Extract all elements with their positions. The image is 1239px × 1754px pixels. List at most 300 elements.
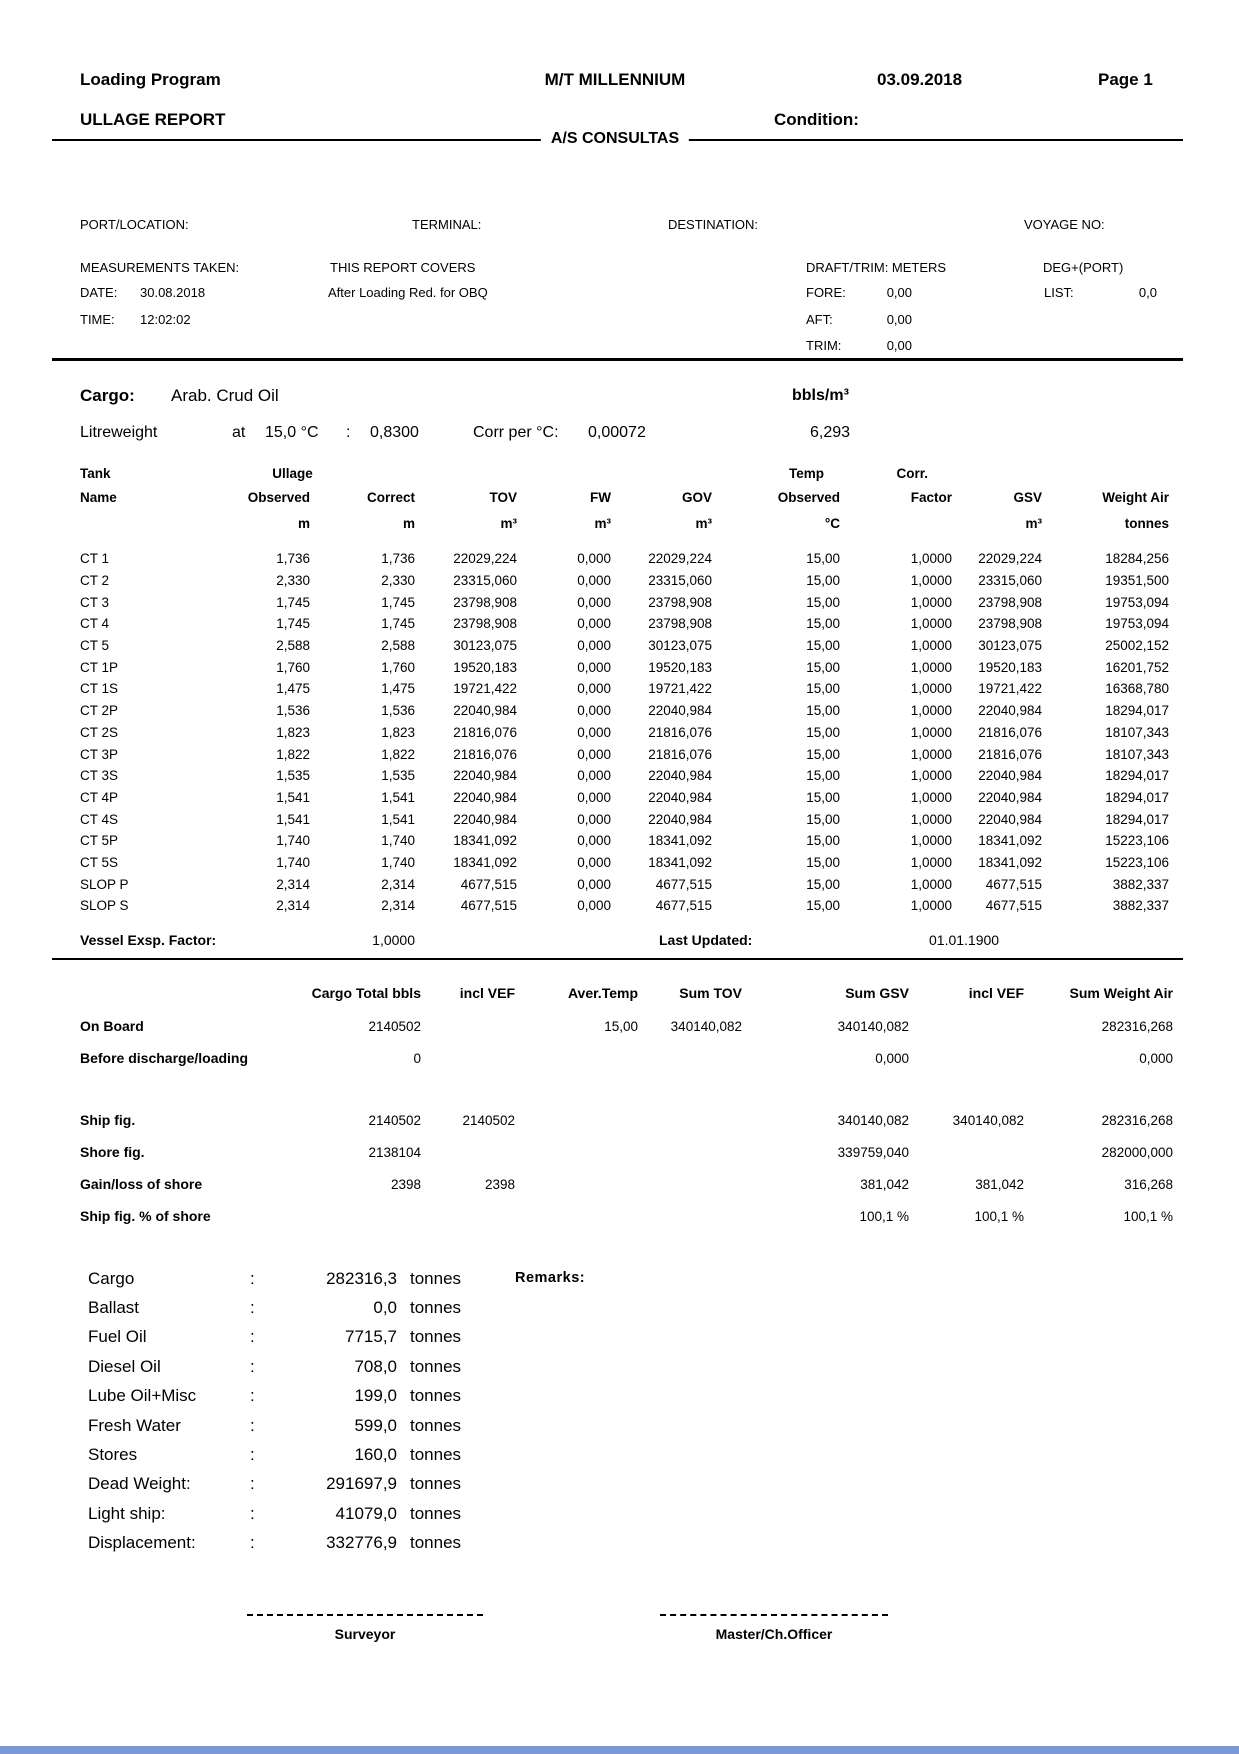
name-cell: CT 3P [80, 746, 119, 762]
unit-cell: tonnes [410, 1415, 462, 1435]
fw-cell: 0,000 [577, 768, 612, 784]
fw-cell: 0,000 [577, 854, 612, 870]
section-rule-top [52, 358, 1183, 361]
weight-cell: 282316,268 [1101, 1112, 1173, 1128]
summary-row [80, 1042, 1173, 1074]
gsv-cell: 22040,984 [978, 811, 1043, 827]
weight-cell: 316,268 [1124, 1176, 1173, 1192]
gsv-cell: 18341,092 [978, 854, 1043, 870]
observed-cell: 1,541 [276, 789, 310, 805]
weight-row [88, 1293, 477, 1322]
factor-cell: 1,0000 [910, 811, 953, 827]
colon-cell: : [250, 1533, 255, 1553]
factor-cell: 1,0000 [910, 854, 953, 870]
value-cell: 0,0 [373, 1298, 397, 1318]
correct-cell: 1,823 [381, 724, 416, 740]
last-updated-label: Last Updated: [659, 932, 753, 948]
cargo-total-bbls-header: Cargo Total bbls [311, 985, 421, 1001]
label-cell: Lube Oil+Misc [88, 1386, 197, 1406]
temp-cell: 15,00 [806, 876, 841, 892]
summary-row [80, 1136, 1173, 1168]
vef-cell [421, 1136, 515, 1168]
tank-row [80, 830, 1169, 852]
tov-cell: 19520,183 [453, 659, 518, 675]
bbls-cell: 2140502 [368, 1018, 421, 1034]
gsv-cell: 22040,984 [978, 768, 1043, 784]
name-cell: SLOP P [80, 876, 129, 892]
gsv-cell: 22040,984 [978, 789, 1043, 805]
gsv-cell: 23315,060 [978, 573, 1043, 589]
gov-cell: 30123,075 [648, 638, 713, 654]
correct-header: Correct [367, 489, 416, 505]
correct-cell: 1,535 [381, 768, 416, 784]
weight-cell: 282316,268 [1101, 1018, 1173, 1034]
correct-cell: 1,822 [381, 746, 416, 762]
name-cell: CT 3 [80, 594, 110, 610]
gov-cell: 23798,908 [648, 616, 713, 632]
remarks-label: Remarks: [515, 1270, 586, 1286]
gsv-unit: m³ [1025, 515, 1043, 531]
port-label: PORT/LOCATION: [80, 217, 189, 232]
label-cell: Displacement: [88, 1533, 196, 1553]
name-cell: CT 5S [80, 854, 119, 870]
label-cell: Ship fig. % of shore [80, 1208, 211, 1224]
correct-cell: 1,740 [381, 833, 416, 849]
bbls-cell: 0 [413, 1050, 421, 1066]
gsv-cell: 22029,224 [978, 551, 1043, 567]
temp-cell: 15,00 [806, 833, 841, 849]
factor-cell: 1,0000 [910, 703, 953, 719]
gsv-cell: 23798,908 [978, 594, 1043, 610]
temp-cell: 15,00 [806, 659, 841, 675]
correct-cell: 1,745 [381, 616, 416, 632]
fw-cell: 0,000 [577, 898, 612, 914]
fw-cell: 0,000 [577, 681, 612, 697]
trim-value: 0,00 [886, 338, 912, 353]
bbls-cell [310, 1200, 421, 1232]
name-cell: CT 2 [80, 573, 110, 589]
summary-row [80, 1168, 1173, 1200]
date-value: 30.08.2018 [140, 285, 206, 300]
observed-unit: m [297, 515, 310, 531]
tov-cell: 23798,908 [453, 594, 518, 610]
tov-cell: 4677,515 [460, 876, 518, 892]
correct-cell: 1,736 [381, 551, 416, 567]
weight-row [88, 1529, 477, 1558]
gov-cell: 22040,984 [648, 703, 713, 719]
tov-cell: 340140,082 [670, 1018, 742, 1034]
temp-observed-header: Observed [777, 489, 841, 505]
tov-cell: 18341,092 [453, 854, 518, 870]
observed-cell: 2,588 [276, 638, 310, 654]
list-label: LIST: [1044, 285, 1074, 300]
summary-row [80, 1200, 1173, 1232]
gov-cell: 23798,908 [648, 594, 713, 610]
master-signature-line [660, 1614, 888, 1616]
tov-cell: 4677,515 [460, 898, 518, 914]
observed-cell: 1,760 [276, 659, 310, 675]
temp-cell [515, 1104, 638, 1136]
tov-cell [638, 1104, 742, 1136]
factor-cell: 1,0000 [910, 746, 953, 762]
gsv-cell: 19721,422 [978, 681, 1043, 697]
factor-cell: 1,0000 [910, 659, 953, 675]
gsv-header: GSV [1013, 489, 1043, 505]
temp-cell [515, 1168, 638, 1200]
correct-cell: 2,314 [381, 898, 416, 914]
temp-cell: 15,00 [806, 724, 841, 740]
factor-cell: 1,0000 [910, 898, 953, 914]
fw-cell: 0,000 [577, 638, 612, 654]
gsv-cell: 381,042 [860, 1176, 909, 1192]
tank-row [80, 548, 1169, 570]
weight-cell: 25002,152 [1105, 638, 1170, 654]
vef2-cell: 340140,082 [952, 1112, 1024, 1128]
observed-cell: 1,740 [276, 833, 310, 849]
colon-cell: : [250, 1415, 255, 1435]
colon-cell: : [250, 1356, 255, 1376]
tov-cell [638, 1136, 742, 1168]
value-cell: 199,0 [354, 1386, 397, 1406]
page-number: Page 1 [1098, 70, 1153, 89]
tank-row [80, 613, 1169, 635]
tov-header: TOV [489, 489, 518, 505]
voyage-label: VOYAGE NO: [1024, 217, 1105, 232]
gov-cell: 18341,092 [648, 854, 713, 870]
gov-cell: 22040,984 [648, 768, 713, 784]
weight-cell: 282000,000 [1101, 1144, 1173, 1160]
weight-row [88, 1382, 477, 1411]
fore-value: 0,00 [886, 285, 912, 300]
fw-cell: 0,000 [577, 616, 612, 632]
observed-cell: 1,475 [276, 681, 310, 697]
unit-cell: tonnes [410, 1298, 462, 1318]
correct-cell: 1,541 [381, 789, 416, 805]
fw-cell: 0,000 [577, 789, 612, 805]
factor-cell: 1,0000 [910, 681, 953, 697]
fw-cell: 0,000 [577, 746, 612, 762]
temp-cell [515, 1136, 638, 1168]
unit-cell: tonnes [410, 1386, 462, 1406]
summary-row [80, 1104, 1173, 1136]
surveyor-signature-line [247, 1614, 483, 1616]
temp-cell: 15,00 [806, 573, 841, 589]
name-cell: CT 1P [80, 659, 119, 675]
weight-cell: 3882,337 [1112, 898, 1170, 914]
fw-unit: m³ [594, 515, 612, 531]
correct-cell: 2,588 [381, 638, 416, 654]
trim-label: TRIM: [806, 338, 842, 353]
fw-cell: 0,000 [577, 573, 612, 589]
weight-cell: 18107,343 [1105, 724, 1170, 740]
tov-cell: 22040,984 [453, 811, 518, 827]
factor-cell: 1,0000 [910, 573, 953, 589]
weight-cell: 16201,752 [1105, 659, 1170, 675]
weight-cell: 3882,337 [1112, 876, 1170, 892]
factor-cell: 1,0000 [910, 833, 953, 849]
label-cell: Shore fig. [80, 1144, 145, 1160]
observed-cell: 1,536 [276, 703, 310, 719]
unit-cell: tonnes [410, 1474, 462, 1494]
fw-cell: 0,000 [577, 703, 612, 719]
colon-cell: : [250, 1268, 255, 1288]
bbls-cell: 2398 [390, 1176, 421, 1192]
summary-header-row [80, 976, 1173, 1010]
observed-cell: 2,330 [276, 573, 310, 589]
weight-unit: tonnes [1124, 515, 1170, 531]
label-cell: Light ship: [88, 1503, 166, 1523]
tov-cell [638, 1168, 742, 1200]
tank-row [80, 635, 1169, 657]
weight-row [88, 1352, 477, 1381]
cargo-label: Cargo: [80, 386, 135, 405]
tov-cell: 21816,076 [453, 746, 518, 762]
tov-cell: 22040,984 [453, 789, 518, 805]
correct-cell: 1,740 [381, 854, 416, 870]
name-cell: CT 5P [80, 833, 119, 849]
factor-cell: 1,0000 [910, 768, 953, 784]
label-cell: Cargo [88, 1268, 135, 1288]
density-value: 0,8300 [370, 424, 419, 441]
fore-label: FORE: [806, 285, 846, 300]
observed-header: Observed [247, 489, 310, 505]
tank-row [80, 700, 1169, 722]
gsv-cell: 21816,076 [978, 724, 1043, 740]
weight-cell: 0,000 [1139, 1050, 1173, 1066]
covers-value: After Loading Red. for OBQ [328, 285, 488, 300]
weight-cell: 16368,780 [1105, 681, 1170, 697]
cargo-name: Arab. Crud Oil [171, 386, 279, 405]
gsv-cell: 23798,908 [978, 616, 1043, 632]
factor-cell: 1,0000 [910, 616, 953, 632]
company-name: A/S CONSULTAS [541, 130, 689, 148]
weight-row [88, 1323, 477, 1352]
value-cell: 599,0 [354, 1415, 397, 1435]
tank-row [80, 570, 1169, 592]
program-title: Loading Program [80, 70, 221, 89]
unit-cell: tonnes [410, 1327, 462, 1347]
report-title: ULLAGE REPORT [80, 110, 226, 129]
observed-cell: 1,541 [276, 811, 310, 827]
footer-bar [0, 1746, 1239, 1754]
label-cell: On Board [80, 1018, 144, 1034]
vef-cell: 2140502 [462, 1112, 515, 1128]
weight-cell: 15223,106 [1105, 833, 1170, 849]
observed-cell: 2,314 [276, 876, 310, 892]
name-cell: SLOP S [80, 898, 129, 914]
gsv-cell: 340140,082 [837, 1112, 909, 1128]
value-cell: 332776,9 [326, 1533, 397, 1553]
weight-cell: 19753,094 [1105, 594, 1170, 610]
tov-cell [638, 1200, 742, 1232]
gov-cell: 22029,224 [648, 551, 713, 567]
observed-cell: 1,823 [276, 724, 310, 740]
gsv-cell: 22040,984 [978, 703, 1043, 719]
tank-table [80, 462, 1169, 917]
vef-cell [421, 1010, 515, 1042]
tov-cell: 22040,984 [453, 768, 518, 784]
sum-tov-header: Sum TOV [679, 985, 742, 1001]
gov-cell: 23315,060 [648, 573, 713, 589]
name-cell: CT 2P [80, 703, 119, 719]
draft-trim-label: DRAFT/TRIM: METERS [806, 260, 947, 275]
temp-cell: 15,00 [806, 746, 841, 762]
vef2-cell [909, 1042, 1024, 1074]
surveyor-label: Surveyor [334, 1626, 396, 1642]
tank-row [80, 852, 1169, 874]
correct-cell: 2,330 [381, 573, 416, 589]
temp-cell: 15,00 [806, 638, 841, 654]
incl-vef2-header: incl VEF [968, 985, 1024, 1001]
date-label: DATE: [80, 285, 118, 300]
tank-row [80, 656, 1169, 678]
fw-cell: 0,000 [577, 876, 612, 892]
gsv-cell: 21816,076 [978, 746, 1043, 762]
gsv-cell: 30123,075 [978, 638, 1043, 654]
weight-cell: 18107,343 [1105, 746, 1170, 762]
tov-cell: 23315,060 [453, 573, 518, 589]
weight-row [88, 1264, 477, 1293]
covers-label: THIS REPORT COVERS [330, 260, 476, 275]
measurements-label: MEASUREMENTS TAKEN: [80, 260, 240, 275]
tank-row [80, 591, 1169, 613]
report-date: 03.09.2018 [877, 70, 963, 89]
tank-row [80, 722, 1169, 744]
weight-cell: 18294,017 [1105, 789, 1170, 805]
time-label: TIME: [80, 312, 115, 327]
observed-cell: 1,745 [276, 616, 310, 632]
tank-row [80, 743, 1169, 765]
tov-cell: 22040,984 [453, 703, 518, 719]
weight-cell: 19351,500 [1105, 573, 1170, 589]
deg-port-label: DEG+(PORT) [1043, 260, 1124, 275]
correct-cell: 1,475 [381, 681, 416, 697]
fw-cell: 0,000 [577, 724, 612, 740]
observed-cell: 1,822 [276, 746, 310, 762]
weights-table [88, 1264, 477, 1558]
temp-cell [515, 1042, 638, 1074]
colon-cell: : [250, 1474, 255, 1494]
factor-cell: 1,0000 [910, 789, 953, 805]
weight-cell: 18294,017 [1105, 768, 1170, 784]
correct-cell: 1,536 [381, 703, 416, 719]
factor-cell: 1,0000 [910, 876, 953, 892]
temp-cell: 15,00 [806, 789, 841, 805]
tank-group-label: Tank [80, 465, 111, 481]
gsv-cell: 18341,092 [978, 833, 1043, 849]
weight-cell: 100,1 % [1123, 1208, 1173, 1224]
name-cell: CT 1 [80, 551, 110, 567]
gov-cell: 19520,183 [648, 659, 713, 675]
temp-cell: 15,00 [806, 768, 841, 784]
litreweight-label: Litreweight [80, 424, 158, 441]
gov-cell: 4677,515 [655, 898, 713, 914]
unit-cell: tonnes [410, 1356, 462, 1376]
gsv-cell: 4677,515 [985, 898, 1043, 914]
factor-cell: 1,0000 [910, 594, 953, 610]
bbls-value: 6,293 [810, 424, 851, 441]
time-value: 12:02:02 [140, 312, 191, 327]
temp-group-label: Temp [789, 465, 825, 481]
name-cell: CT 1S [80, 681, 119, 697]
name-cell: CT 2S [80, 724, 119, 740]
correct-cell: 2,314 [381, 876, 416, 892]
temp-cell: 15,00 [806, 854, 841, 870]
weight-cell: 19753,094 [1105, 616, 1170, 632]
correct-cell: 1,541 [381, 811, 416, 827]
aver-temp-header: Aver.Temp [567, 985, 638, 1001]
name-cell: CT 4P [80, 789, 119, 805]
vef-cell [421, 1200, 515, 1232]
temp-cell: 15,00 [806, 616, 841, 632]
vef2-cell: 381,042 [975, 1176, 1024, 1192]
weight-air-header: Weight Air [1102, 489, 1170, 505]
tov-cell: 18341,092 [453, 833, 518, 849]
gov-cell: 22040,984 [648, 811, 713, 827]
summary-row [80, 1010, 1173, 1042]
temp-cell: 15,00 [806, 594, 841, 610]
sum-weight-air-header: Sum Weight Air [1069, 985, 1173, 1001]
correct-unit: m [403, 515, 416, 531]
tank-units-row [80, 510, 1169, 536]
gsv-cell: 0,000 [875, 1050, 909, 1066]
vef2-cell [909, 1010, 1024, 1042]
corr-value: 0,00072 [588, 424, 646, 441]
tank-row [80, 895, 1169, 917]
name-cell: CT 4 [80, 616, 110, 632]
weight-cell: 15223,106 [1105, 854, 1170, 870]
vef2-cell: 100,1 % [974, 1208, 1024, 1224]
bbls-cell: 2140502 [368, 1112, 421, 1128]
observed-cell: 1,740 [276, 854, 310, 870]
tov-cell: 21816,076 [453, 724, 518, 740]
value-cell: 7715,7 [345, 1327, 397, 1347]
gov-cell: 4677,515 [655, 876, 713, 892]
gov-header: GOV [682, 489, 713, 505]
fw-cell: 0,000 [577, 833, 612, 849]
colon-cell: : [250, 1445, 255, 1465]
colon-cell: : [250, 1503, 255, 1523]
litreweight-at: at [232, 424, 246, 441]
summary-table [80, 976, 1173, 1232]
corr-group-label: Corr. [896, 465, 929, 481]
vessel-factor-label: Vessel Exsp. Factor: [80, 932, 217, 948]
section-rule-middle [52, 958, 1183, 960]
bbls-cell: 2138104 [368, 1144, 421, 1160]
vessel-name: M/T MILLENNIUM [544, 70, 686, 89]
name-cell: CT 3S [80, 768, 119, 784]
cargo-unit-label: bbls/m³ [792, 387, 849, 404]
observed-cell: 1,736 [276, 551, 310, 567]
temp-unit: °C [824, 515, 841, 531]
vef-cell: 2398 [484, 1176, 515, 1192]
weight-row [88, 1499, 477, 1528]
label-cell: Ship fig. [80, 1112, 136, 1128]
aft-value: 0,00 [886, 312, 912, 327]
aft-label: AFT: [806, 312, 833, 327]
weight-row [88, 1411, 477, 1440]
ullage-group-label: Ullage [272, 465, 313, 481]
factor-cell: 1,0000 [910, 638, 953, 654]
name-header: Name [80, 489, 117, 505]
tank-row [80, 808, 1169, 830]
corr-label: Corr per °C: [473, 424, 559, 441]
fw-cell: 0,000 [577, 659, 612, 675]
tov-cell [638, 1042, 742, 1074]
incl-vef-header: incl VEF [459, 985, 515, 1001]
temp-cell: 15,00 [806, 703, 841, 719]
unit-cell: tonnes [410, 1503, 462, 1523]
